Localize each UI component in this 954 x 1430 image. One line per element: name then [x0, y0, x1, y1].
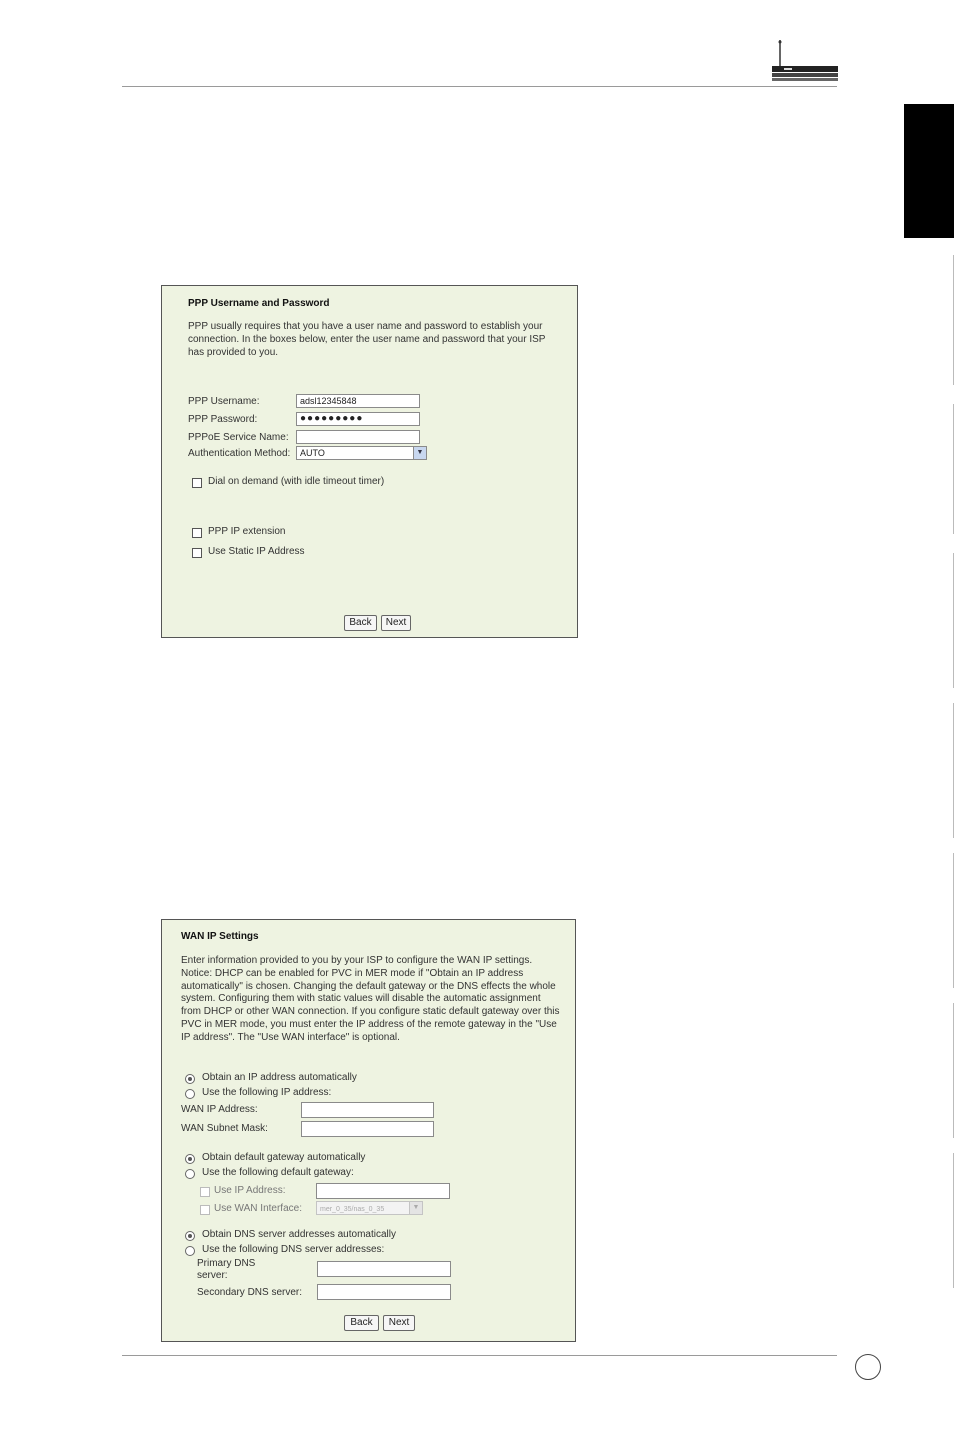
panel-title: WAN IP Settings: [181, 931, 259, 942]
secondary-dns-label: Secondary DNS server:: [197, 1287, 303, 1298]
next-button[interactable]: Next: [381, 615, 411, 631]
gateway-ip-input[interactable]: [316, 1183, 450, 1199]
panel-description: Enter information provided to you by your ISP to configure the WAN IP settings. Notice: DHCP can be enabled for PVC in MER mode if "Obtain an IP address automatically" is chosen. Changing the default gateway or the DNS effects the whole system. Configuring them with static values will disable the automatic assignment from DHCP or other WAN connection. If you configure static default gateway over this PVC in MER mode, you must enter the IP address of the remote gateway in the "Use IP address". The "Use WAN interface" is optional.: [181, 955, 560, 1043]
obtain-ip-auto-radio[interactable]: [185, 1074, 195, 1084]
ppp-ip-extension-label: PPP IP extension: [208, 526, 286, 537]
use-ip-address-label: Use IP Address:: [214, 1185, 286, 1196]
auth-method-label: Authentication Method:: [188, 448, 291, 459]
wan-ip-input[interactable]: [301, 1102, 434, 1118]
primary-dns-label: Primary DNS server:: [197, 1258, 256, 1281]
wan-interface-value: mer_0_35/nas_0_35: [320, 1206, 385, 1213]
use-wan-interface-checkbox[interactable]: [200, 1205, 210, 1215]
back-button[interactable]: Back: [344, 615, 377, 631]
back-button[interactable]: Back: [344, 1315, 379, 1331]
obtain-gw-auto-radio[interactable]: [185, 1154, 195, 1164]
ppp-password-label: PPP Password:: [188, 414, 258, 425]
auth-method-select[interactable]: [296, 446, 427, 460]
use-following-dns-label: Use the following DNS server addresses:: [202, 1244, 385, 1255]
obtain-dns-auto-label: Obtain DNS server addresses automatically: [202, 1229, 396, 1240]
ppp-password-input[interactable]: ●●●●●●●●●: [296, 412, 420, 426]
panel-description: PPP usually requires that you have a user name and password to establish your connection. In the boxes below, enter the user name and password that your ISP has provided to you.: [188, 321, 546, 358]
use-following-dns-radio[interactable]: [185, 1246, 195, 1256]
secondary-dns-input[interactable]: [317, 1284, 451, 1300]
obtain-dns-auto-radio[interactable]: [185, 1231, 195, 1241]
wan-mask-input[interactable]: [301, 1121, 434, 1137]
ppp-settings-panel: [161, 285, 578, 638]
primary-dns-input[interactable]: [317, 1261, 451, 1277]
pppoe-service-label: PPPoE Service Name:: [188, 432, 289, 443]
page-number-circle: [855, 1354, 881, 1380]
use-following-gw-label: Use the following default gateway:: [202, 1167, 354, 1178]
wan-ip-settings-panel: [161, 919, 576, 1342]
use-wan-interface-label: Use WAN Interface:: [214, 1203, 302, 1214]
dial-on-demand-checkbox[interactable]: [192, 478, 202, 488]
use-ip-address-checkbox[interactable]: [200, 1187, 210, 1197]
wan-mask-label: WAN Subnet Mask:: [181, 1123, 268, 1134]
side-language-tab: [904, 104, 954, 238]
dial-on-demand-label: Dial on demand (with idle timeout timer): [208, 476, 385, 487]
wan-ip-label: WAN IP Address:: [181, 1104, 258, 1115]
static-ip-checkbox[interactable]: [192, 548, 202, 558]
use-following-gw-radio[interactable]: [185, 1169, 195, 1179]
ppp-username-input[interactable]: adsl12345848: [296, 394, 420, 408]
obtain-ip-auto-label: Obtain an IP address automatically: [202, 1072, 357, 1083]
obtain-gw-auto-label: Obtain default gateway automatically: [202, 1152, 366, 1163]
ppp-username-label: PPP Username:: [188, 396, 260, 407]
chevron-down-icon: ▼: [413, 447, 426, 459]
use-following-ip-radio[interactable]: [185, 1089, 195, 1099]
chevron-down-icon: ▼: [409, 1202, 422, 1214]
next-button[interactable]: Next: [383, 1315, 415, 1331]
router-icon: [770, 36, 840, 84]
pppoe-service-input[interactable]: [296, 430, 420, 444]
header-rule: [122, 86, 837, 87]
wan-interface-select[interactable]: [316, 1201, 423, 1215]
auth-method-value: AUTO: [300, 448, 325, 458]
footer-rule: [122, 1355, 837, 1356]
panel-title: PPP Username and Password: [188, 298, 330, 309]
use-following-ip-label: Use the following IP address:: [202, 1087, 332, 1098]
ppp-ip-extension-checkbox[interactable]: [192, 528, 202, 538]
static-ip-label: Use Static IP Address: [208, 546, 305, 557]
